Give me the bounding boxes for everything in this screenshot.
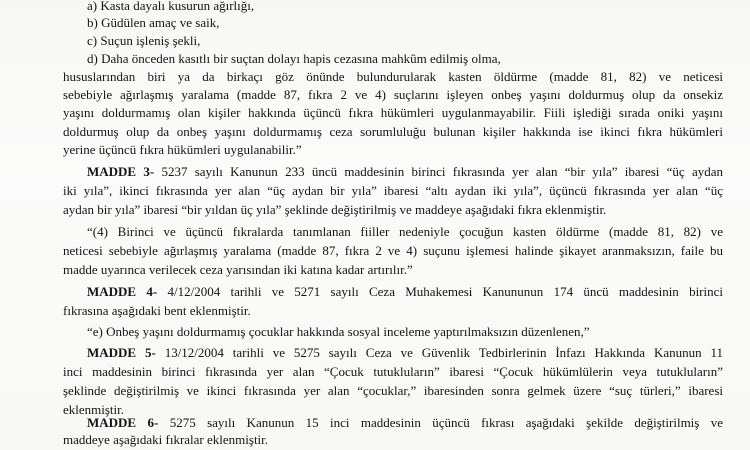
article-6-text: 5275 sayılı Kanunun 15 inci maddesinin üçüncü fıkrası aşağıdaki şekilde değiştirilmiş ve (169, 415, 723, 430)
article-5-text: 13/12/2004 tarihli ve 5275 sayılı Ceza ve Güvenlik Tedbirlerinin İnfazı Hakkında Kanunun 11 (164, 345, 723, 360)
article-3-line: aydan bir yıla” ibaresi “bir yıldan üç yıla” şeklinde değiştirilmiş ve maddeye aşağıdaki fıkra eklenmiştir. (63, 202, 607, 217)
article-4-first-line (87, 284, 723, 299)
article-5-line: eklenmiştir. (63, 402, 125, 417)
article-5-label: MADDE 5- (87, 345, 156, 360)
article-3-label: MADDE 3- (87, 164, 155, 179)
list-item-a: a) Kasta dayalı kusurun ağırlığı, (87, 0, 255, 13)
article-3-first-line (87, 164, 723, 179)
list-item-d: d) Daha önceden kasıtlı bir suçtan dolayı hapis cezasına mahkûm edilmiş olma, (87, 51, 501, 66)
paragraph-line: hususlarından biri ya da birkaçı göz önünde bulundurularak kasten öldürme (madde 81, 82) ve neticesi (63, 69, 723, 84)
article-6-first-line (87, 415, 723, 430)
list-item-c: c) Suçun işleniş şekli, (87, 33, 201, 48)
list-item-b: b) Güdülen amaç ve saik, (87, 15, 220, 30)
article-5-first-line (87, 345, 723, 360)
article-6-line: maddeye aşağıdaki fıkralar eklenmiştir. (63, 432, 269, 447)
article-3-text: 5237 sayılı Kanunun 233 üncü maddesinin birinci fıkrasında yer alan “bir yıla” ibaresi “üç aydan (161, 164, 724, 179)
article-6-label: MADDE 6- (87, 415, 159, 430)
quote-4-line: neticesi sebebiyle ağırlaşmış yaralama (madde 87, fıkra 2 ve 4) suçunu işlemesi halinde şikayet aranmaksızın, faile bu (63, 243, 723, 258)
quote-4-line: madde uyarınca verilecek ceza yarısından iki katına kadar artırılır.” (63, 262, 413, 277)
quote-4-line: “(4) Birinci ve üçüncü fıkralarda tanımlanan fiiller nedeniyle çocuğun kasten öldürme (madde 81, 82) ve (87, 224, 723, 239)
article-4-label: MADDE 4- (87, 284, 158, 299)
article-5-line: inci maddesinin birinci fıkrasında yer alan “Çocuk tutukluların” ibaresi “Çocuk hükümlülerin veya tutukluların” (63, 364, 723, 379)
article-5-line: şeklinde değiştirilmiş ve ikinci fıkrasında yer alan “çocuklar,” ibaresinden sonra gelmek üzere “suç türleri,” ibaresi (63, 383, 723, 398)
article-4-line: fıkrasına aşağıdaki bent eklenmiştir. (63, 303, 251, 318)
paragraph-line: doldurmuş olup da onbeş yaşını doldurmamış ceza sorumluluğu bulunan kişiler hakkında ise ikinci fıkra hükümleri (63, 124, 723, 139)
paragraph-line: sebebiyle ağırlaşmış yaralama (madde 87, fıkra 2 ve 4) suçlarını işleyen onbeş yaşını doldurmuş olup da onsekiz (63, 87, 723, 102)
paragraph-line: yerine üçüncü fıkra hükümleri uygulanabilir.” (63, 142, 302, 157)
paragraph-line: yaşını doldurmamış olan kişiler hakkında üçüncü fıkra hükümleri uygulanmayabilir. Fiili işlediği sırada oniki yaşını (63, 105, 723, 120)
quote-e-line: “e) Onbeş yaşını doldurmamış çocuklar hakkında sosyal inceleme yaptırılmaksızın düzenlenen,” (87, 324, 590, 339)
article-3-line: iki yıla”, ikinci fıkrasında yer alan “üç aydan bir yıla” ibaresi “altı aydan iki yıla”, üçüncü fıkrasında yer alan “üç (63, 183, 723, 198)
article-4-text: 4/12/2004 tarihli ve 5271 sayılı Ceza Muhakemesi Kanununun 174 üncü maddesinin birinci (167, 284, 723, 299)
